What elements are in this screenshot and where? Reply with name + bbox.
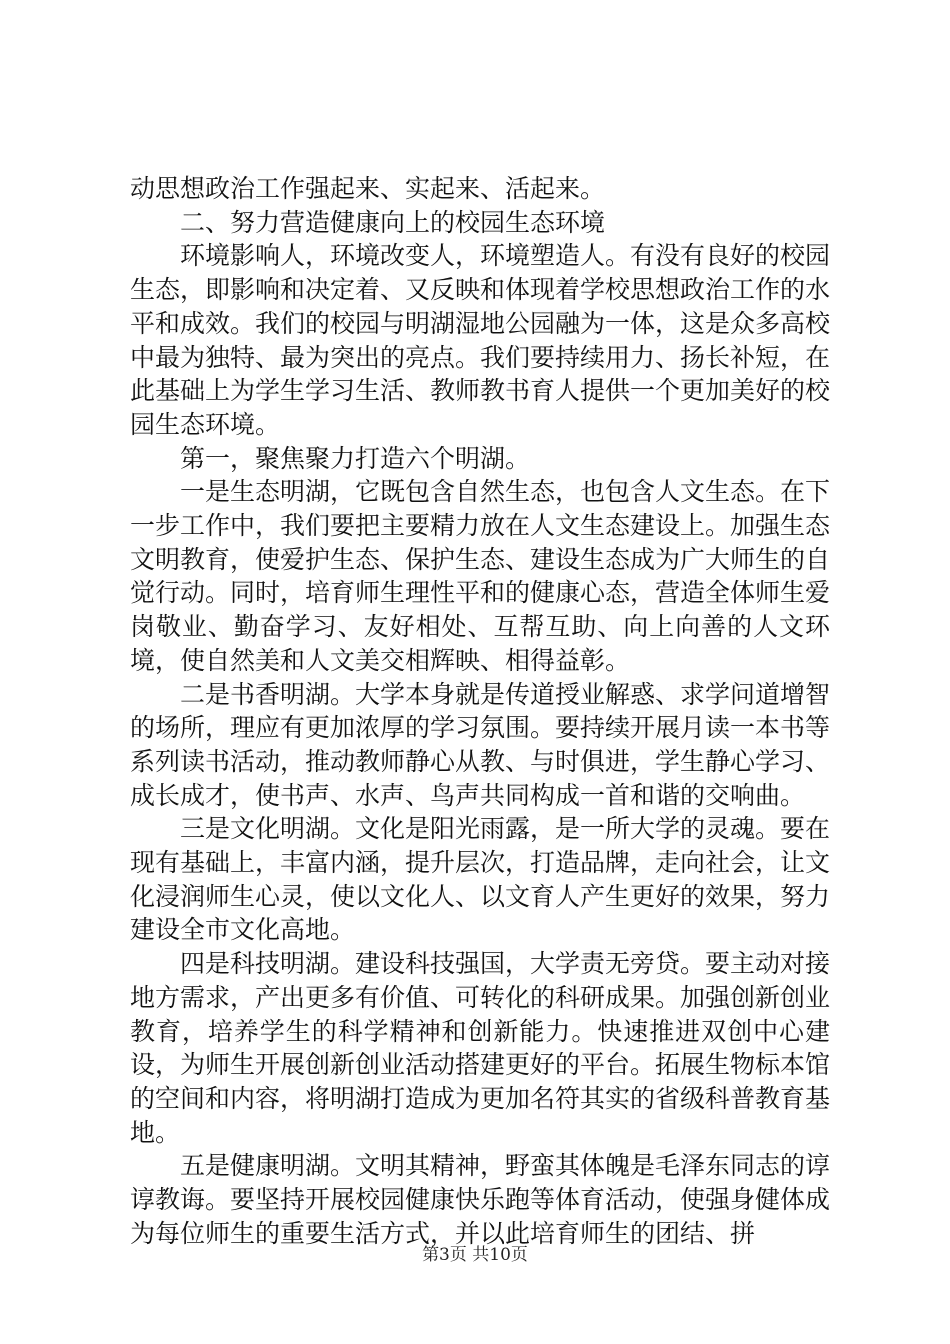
section-heading: 二、努力营造健康向上的校园生态环境: [180, 207, 606, 237]
paragraph: 三是文化明湖。文化是阳光雨露，是一所大学的灵魂。要在现有基础上，丰富内涵，提升层次，打造品牌，走向社会，让文化浸润师生心灵，使以文化人、以文育人产生更好的效果，努力建设全市文化高地。: [130, 814, 831, 945]
paragraph: 二是书香明湖。大学本身就是传道授业解惑、求学问道增智的场所，理应有更加浓厚的学习氛围。要持续开展月读一本书等系列读书活动，推动教师静心从教、与时俱进，学生静心学习、成长成才，使书声、水声、鸟声共同构成一首和谐的交响曲。: [130, 679, 831, 810]
subsection-heading: 第一，聚焦聚力打造六个明湖。: [180, 443, 531, 473]
document-body: [130, 172, 830, 1251]
paragraph: 一是生态明湖，它既包含自然生态，也包含人文生态。在下一步工作中，我们要把主要精力放在人文生态建设上。加强生态文明教育，使爱护生态、保护生态、建设生态成为广大师生的自觉行动。同时，培育师生理性平和的健康心态，营造全体师生爱岗敬业、勤奋学习、友好相处、互帮互助、向上向善的人文环境，使自然美和人文美交相辉映、相得益彰。: [130, 477, 831, 675]
page-number-footer: 第3页 共10页: [422, 1245, 528, 1265]
paragraph: 五是健康明湖。文明其精神，野蛮其体魄是毛泽东同志的谆谆教诲。要坚持开展校园健康快乐跑等体育活动，使强身健体成为每位师生的重要生活方式，并以此培育师生的团结、拼: [130, 1151, 831, 1248]
paragraph: 环境影响人，环境改变人，环境塑造人。有没有良好的校园生态，即影响和决定着、又反映和体现着学校思想政治工作的水平和成效。我们的校园与明湖湿地公园融为一体，这是众多高校中最为独特、最为突出的亮点。我们要持续用力、扬长补短，在此基础上为学生学习生活、教师教书育人提供一个更加美好的校园生态环境。: [130, 241, 831, 439]
paragraph: 四是科技明湖。建设科技强国，大学责无旁贷。要主动对接地方需求，产出更多有价值、可转化的科研成果。加强创新创业教育，培养学生的科学精神和创新能力。快速推进双创中心建设，为师生开展创新创业活动搭建更好的平台。拓展生物标本馆的空间和内容，将明湖打造成为更加名符其实的省级科普教育基地。: [130, 949, 831, 1147]
paragraph-continuation: 动思想政治工作强起来、实起来、活起来。: [130, 174, 606, 203]
